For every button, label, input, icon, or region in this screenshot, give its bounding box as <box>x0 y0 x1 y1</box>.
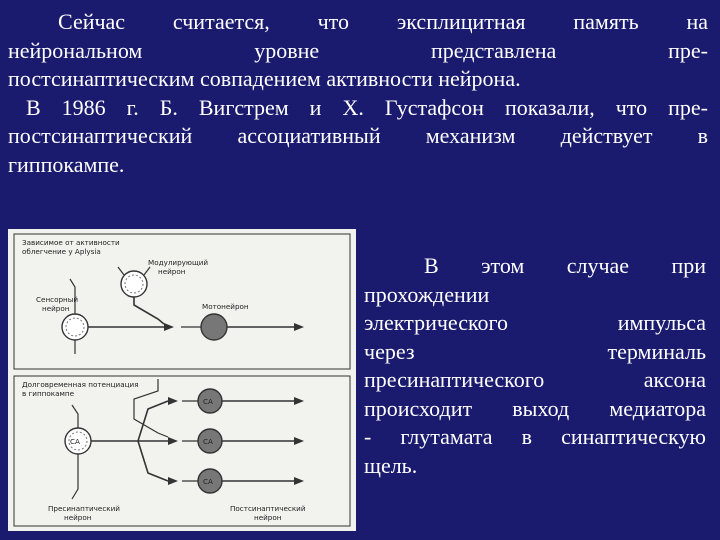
postsynaptic-neuron-2-ca: CA <box>203 437 213 446</box>
postsynaptic-dendrites <box>182 401 198 481</box>
paragraph-1 <box>8 8 708 65</box>
presynaptic-ca-label: CA <box>70 437 80 446</box>
modulating-neuron-label-line-1: Модулирующий <box>148 258 209 267</box>
postsynaptic-neuron-1-ca: CA <box>203 397 213 406</box>
right-paragraph <box>364 252 706 281</box>
motor-neuron-soma <box>201 314 227 340</box>
right-line-2: прохождении <box>364 281 490 307</box>
right-line-1: В этом случае при <box>424 253 706 278</box>
right-line-2-wrap <box>364 281 706 310</box>
modulating-neuron-label-line-2: нейрон <box>158 267 186 276</box>
paragraph-2 <box>8 94 708 151</box>
presynaptic-terminals <box>168 397 178 485</box>
paragraph-2-line-3: гиппокампе. <box>8 151 125 177</box>
paragraph-1-line-1: Сейчас считается, что эксплицитная память на <box>58 9 708 34</box>
sensory-neuron-label-line-2: нейрон <box>42 304 70 313</box>
sensory-neuron-label-line-1: Сенсорный <box>36 295 79 304</box>
right-text-block <box>364 252 706 480</box>
right-line-3: электрического импульса <box>364 310 706 335</box>
paragraph-2-end <box>8 151 708 180</box>
paragraph-2-line-1: В 1986 г. Б. Вигстрем и Х. Густафсон показали, что пре- <box>26 94 708 120</box>
postsynaptic-neuron-3-ca: CA <box>203 477 213 486</box>
postsynaptic-terminals <box>294 397 304 485</box>
right-line-4: через терминаль <box>364 338 706 364</box>
right-line-8: щель. <box>364 452 418 478</box>
motor-neuron-label: Мотонейрон <box>202 302 249 311</box>
paragraph-1-line-3: постсинаптическим совпадением активности нейрона. <box>8 66 521 91</box>
presynaptic-neuron-label-line-2: нейрон <box>64 513 92 522</box>
postsynaptic-neuron-label-line-2: нейрон <box>254 513 282 522</box>
sensory-terminal <box>164 323 174 331</box>
right-lines-3-7 <box>364 309 706 452</box>
bottom-panel-caption-line-2: в гиппокампе <box>22 389 75 398</box>
modulating-neuron-axon <box>134 297 164 324</box>
postsynaptic-neuron-label-line-1: Постсинаптический <box>230 504 306 513</box>
right-line-8-wrap <box>364 452 706 481</box>
paragraph-1-end <box>8 65 708 94</box>
presynaptic-neuron-label-line-1: Пресинаптический <box>48 504 120 513</box>
neuron-diagram-figure <box>8 229 356 531</box>
right-line-7: - глутамата в синаптическую <box>364 424 706 449</box>
neuron-diagram-svg <box>8 229 356 531</box>
right-line-6: происходит выход медиатора <box>364 395 706 421</box>
top-panel-caption-line-2: облегчение у Aplysia <box>22 247 101 256</box>
presynaptic-axon-branches <box>91 401 168 481</box>
top-panel-caption-line-1: Зависимое от активности <box>22 238 120 247</box>
top-text-block <box>8 8 708 179</box>
bottom-panel-caption-line-1: Долговременная потенциация <box>22 380 139 389</box>
motor-neuron-terminal <box>294 323 304 331</box>
paragraph-2-line-2: постсинаптический ассоциативный механизм действует в <box>8 123 708 148</box>
postsynaptic-axons <box>222 401 294 481</box>
right-line-5: пресинаптического аксона <box>364 367 706 392</box>
paragraph-1-line-2: нейрональном уровне представлена пре- <box>8 37 708 63</box>
